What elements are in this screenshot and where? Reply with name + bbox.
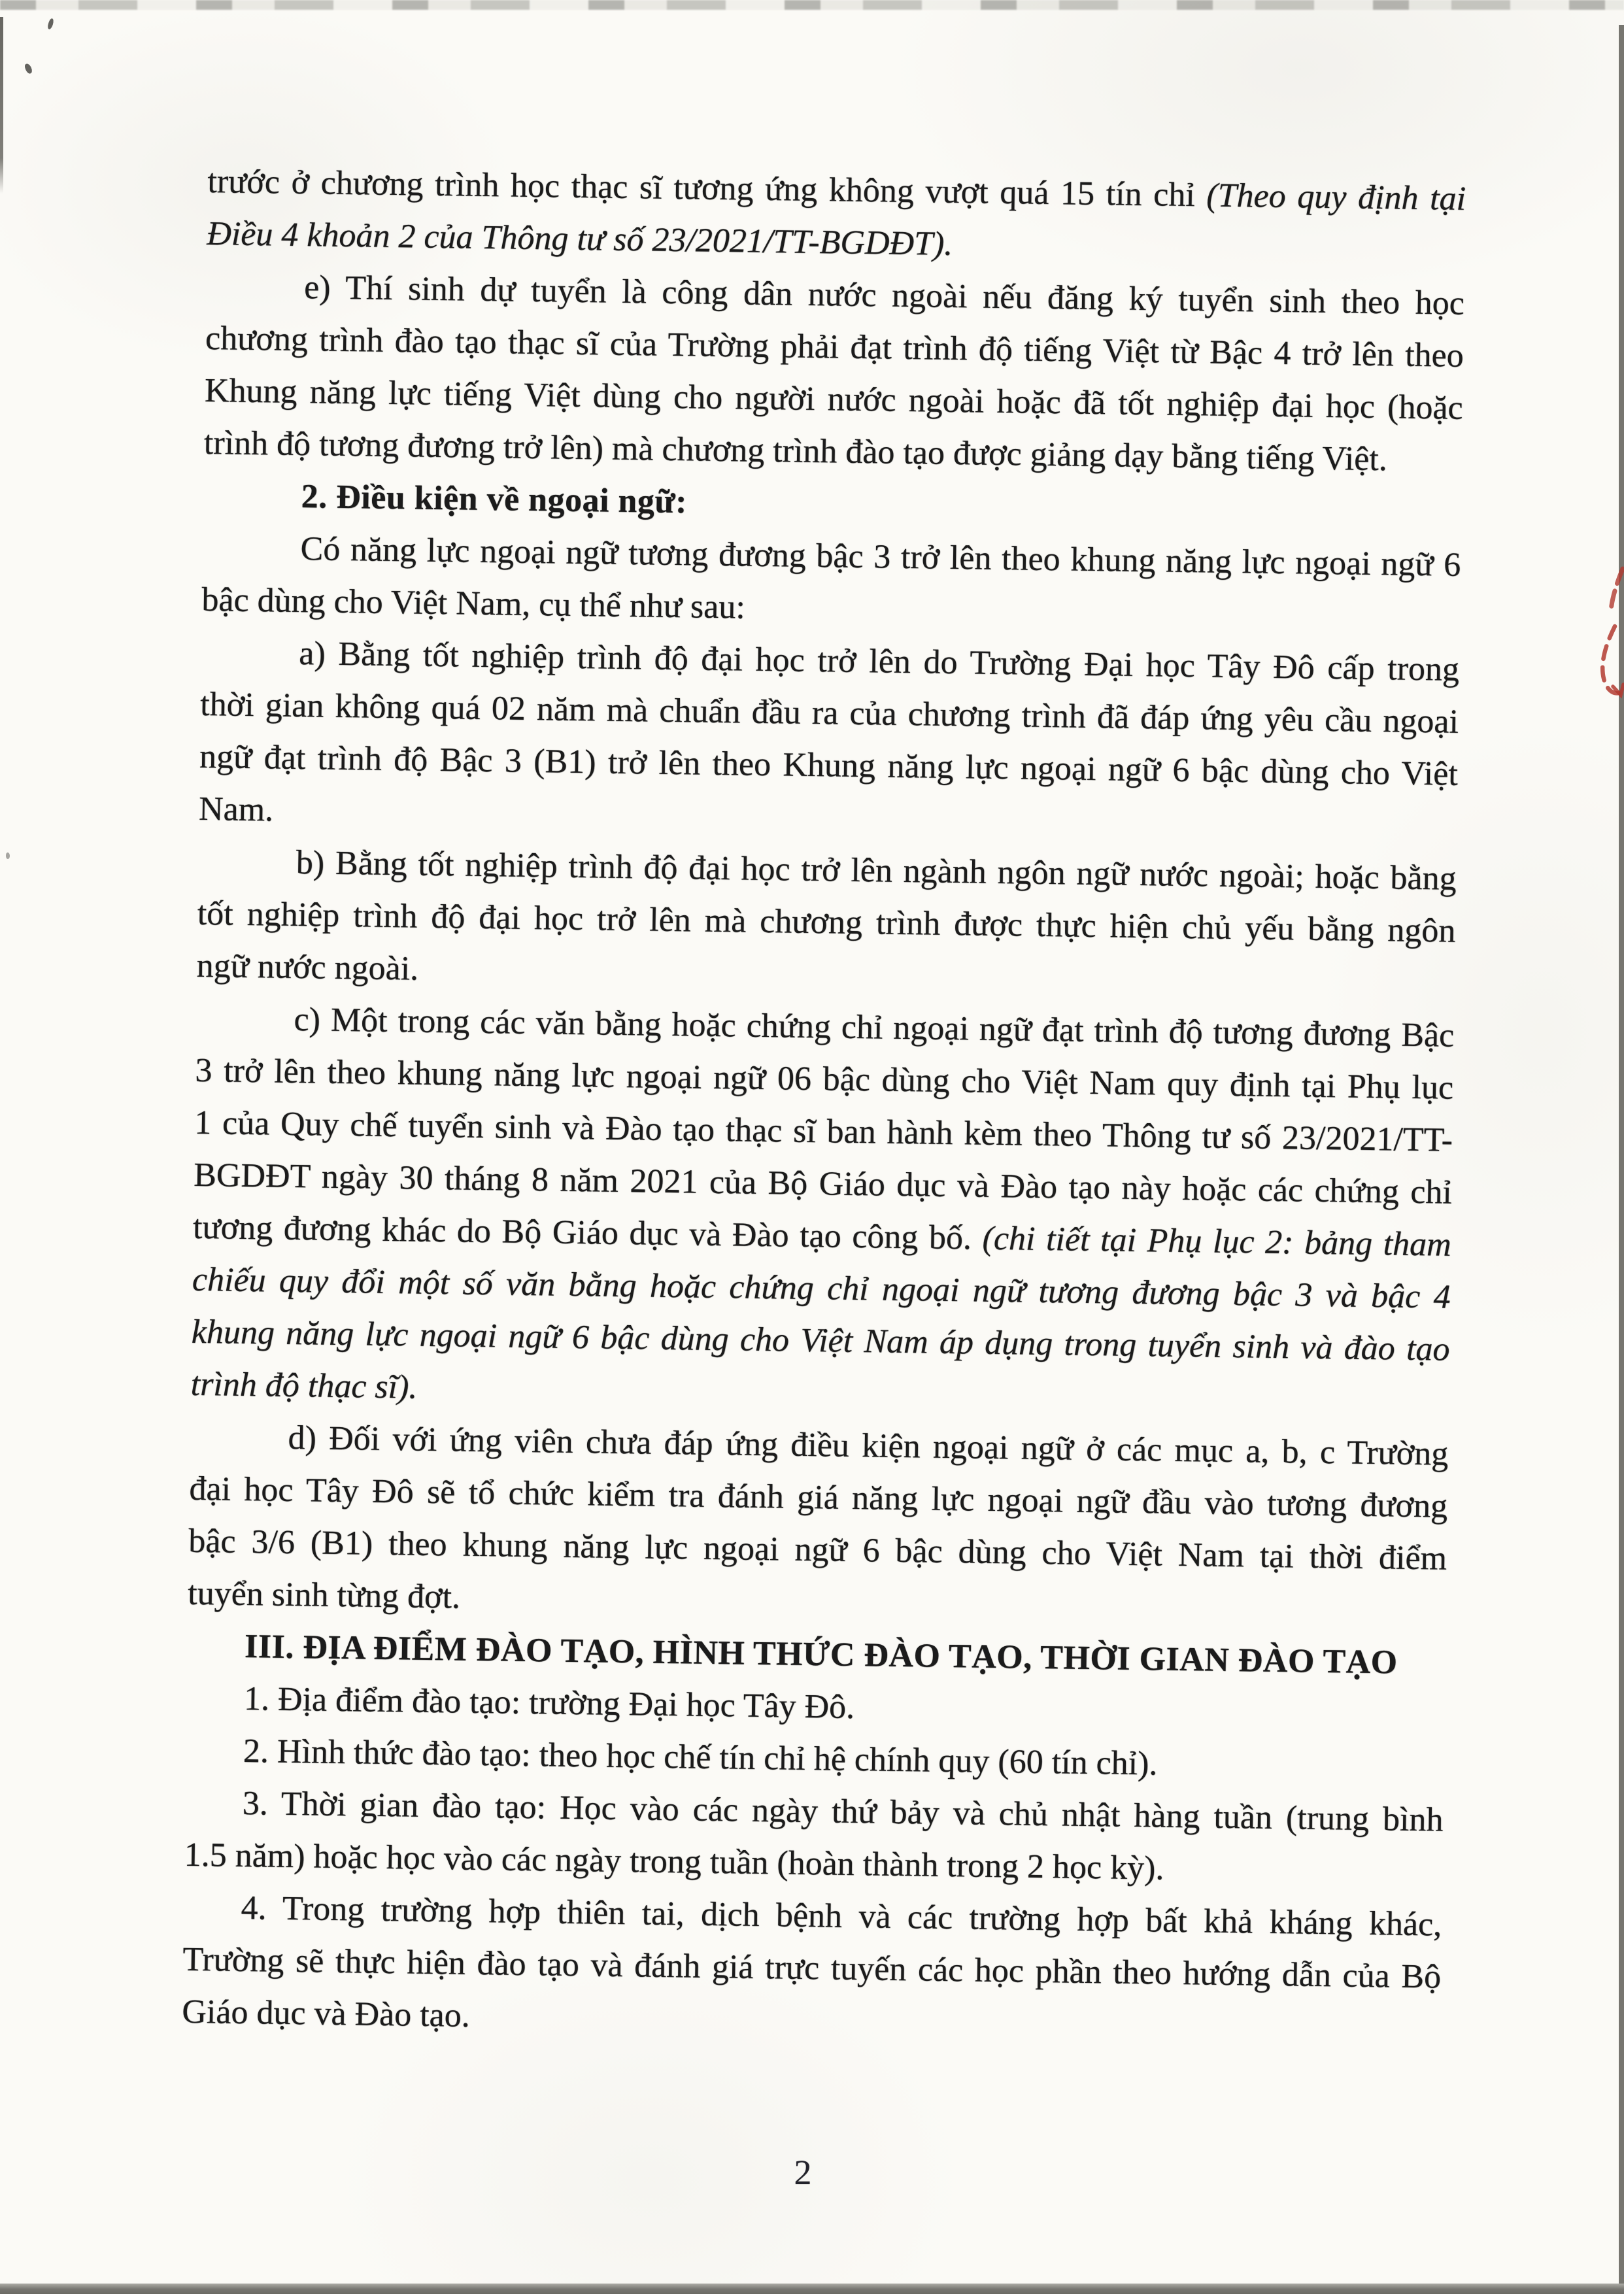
para-credit-transfer-limit (207, 156, 1466, 278)
text-segment: ngữ nước ngoài. (196, 947, 419, 988)
text-segment: e) Thí sinh dự tuyển là công dân nước ngoài nếu đăng ký tuyển sinh theo học (303, 269, 1465, 322)
text-segment: c) Một trong các văn bằng hoặc chứng chỉ ngoại ngữ đạt trình độ tương đương Bậc (294, 1000, 1455, 1054)
red-pen-annotation (1582, 561, 1624, 715)
para-e-foreign-candidates (203, 260, 1464, 487)
text-segment: Nam. (198, 790, 274, 829)
text-segment: 1.5 năm) hoặc học vào các ngày trong tuần (hoàn thành trong 2 học kỳ). (184, 1836, 1164, 1887)
scan-speck (6, 852, 10, 859)
para-b-language-degree (196, 835, 1457, 1010)
text-segment-italic: trình độ thạc sĩ). (190, 1365, 418, 1406)
text-segment-italic: khung năng lực ngoại ngữ 6 bậc dùng cho Việt Nam áp dụng trong tuyển sinh và đào tạo (191, 1313, 1450, 1368)
text-segment: tuyển sinh từng đợt. (187, 1574, 461, 1616)
scan-speck (47, 18, 55, 29)
text-segment: Khung năng lực tiếng Việt dùng cho người nước ngoài hoặc đã tốt nghiệp đại học (hoặc (204, 371, 1463, 427)
text-segment: Có năng lực ngoại ngữ tương đương bậc 3 trở lên theo khung năng lực ngoại ngữ 6 (300, 530, 1461, 584)
text-segment: thời gian không quá 02 năm mà chuẩn đầu ra của chương trình đã đáp ứng yêu cầu ngoại (199, 685, 1459, 741)
text-segment: 4. Trong trường hợp thiên tai, dịch bệnh và các trường hợp bất khả kháng khác, (241, 1889, 1442, 1944)
item-3-training-time (184, 1777, 1444, 1899)
text-segment: Giáo dục và Đào tạo. (181, 1993, 471, 2034)
scan-edge-right (1619, 25, 1624, 2286)
text-segment: 3. Thời gian đào tạo: Học vào các ngày thứ bảy và chủ nhật hàng tuần (trung bình (242, 1784, 1444, 1839)
text-segment: d) Đối với ứng viên chưa đáp ứng điều kiện ngoại ngữ ở các mục a, b, c Trường (288, 1419, 1449, 1473)
text-segment: 2. Hình thức đào tạo: theo học chế tín chỉ hệ chính quy (60 tín chỉ). (243, 1732, 1158, 1783)
text-line-content (198, 783, 273, 837)
text-segment-italic: (chi tiết tại Phụ lục 2: bảng tham (982, 1219, 1452, 1264)
scan-noise-top-edge (0, 0, 1624, 10)
text-segment: 1. Địa điểm đào tạo: trường Đại học Tây Đô. (243, 1680, 855, 1727)
text-segment: a) Bằng tốt nghiệp trình độ đại học trở lên do Trường Đại học Tây Đô cấp trong (298, 635, 1460, 688)
text-segment: ngữ đạt trình độ Bậc 3 (B1) trở lên theo Khung năng lực ngoại ngữ 6 bậc dùng cho Việt (199, 737, 1459, 793)
text-line-content (190, 1358, 418, 1414)
text-segment-italic: chiếu quy đổi một số văn bằng hoặc chứng chỉ ngoại ngữ tương đương bậc 3 và bậc 4 (192, 1260, 1451, 1316)
text-segment: BGDĐT ngày 30 tháng 8 năm 2021 của Bộ Giáo dục và Đào tạo này hoặc các chứng chỉ (193, 1156, 1453, 1211)
text-segment: trình độ tương đương trở lên) mà chương trình đào tạo được giảng dạy bằng tiếng Việt. (203, 424, 1388, 479)
scan-edge-left (0, 17, 3, 194)
text-line-content (243, 1673, 854, 1734)
text-line-content (201, 574, 745, 634)
para-c-certificates (190, 992, 1455, 1428)
para-d-entry-language-test (188, 1411, 1449, 1638)
text-segment: b) Bằng tốt nghiệp trình độ đại học trở lên ngành ngôn ngữ nước ngoài; hoặc bằng (296, 843, 1457, 898)
text-segment: tốt nghiệp trình độ đại học trở lên mà chương trình được thực hiện chủ yếu bằng ngôn (197, 894, 1456, 950)
text-line-content (188, 1568, 461, 1624)
text-segment: trước ở chương trình học thạc sĩ tương ứng không vượt quá 15 tín chỉ (207, 162, 1207, 214)
page-number: 2 (794, 2153, 812, 2192)
scan-edge-bottom (0, 2284, 1624, 2294)
text-segment: bậc 3/6 (B1) theo khung năng lực ngoại ngữ 6 bậc dùng cho Việt Nam tại thời điểm (188, 1522, 1447, 1577)
text-segment: bậc dùng cho Việt Nam, cụ thể như sau: (201, 581, 746, 626)
scan-speck (24, 63, 33, 75)
para-language-capacity (201, 522, 1461, 644)
text-segment: III. ĐỊA ĐIỂM ĐÀO TẠO, HÌNH THỨC ĐÀO TẠO, THỜI GIAN ĐÀO TẠO (244, 1628, 1398, 1681)
text-segment: tương đương khác do Bộ Giáo dục và Đào tạo công bố. (192, 1208, 983, 1257)
text-segment: đại học Tây Đô sẽ tổ chức kiểm tra đánh giá năng lực ngoại ngữ đầu vào tương đương (189, 1470, 1448, 1525)
item-4-force-majeure (182, 1881, 1442, 2056)
para-a-tay-do-degree (198, 626, 1459, 853)
text-segment: 1 của Quy chế tuyển sinh và Đào tạo thạc sĩ ban hành kèm theo Thông tư số 23/2021/TT- (194, 1104, 1453, 1159)
text-segment-italic: (Theo quy định tại (1206, 177, 1466, 218)
text-segment-italic: Điều 4 khoản 2 của Thông tư số 23/2021/TT-BGDĐT). (206, 214, 953, 263)
text-line-content (196, 940, 419, 996)
text-segment: 2. Điều kiện về ngoại ngữ: (301, 478, 688, 521)
text-segment: Trường sẽ thực hiện đào tạo và đánh giá trực tuyến các học phần theo hướng dẫn của Bộ (182, 1940, 1442, 1996)
text-segment: 3 trở lên theo khung năng lực ngoại ngữ 06 bậc dùng cho Việt Nam quy định tại Phụ lục (195, 1051, 1454, 1107)
text-segment: chương trình đào tạo thạc sĩ của Trường phải đạt trình độ tiếng Việt từ Bậc 4 trở lên theo (205, 319, 1464, 375)
text-line-content (301, 471, 687, 528)
document-body-text (182, 156, 1466, 2056)
text-line-content (182, 1986, 470, 2042)
